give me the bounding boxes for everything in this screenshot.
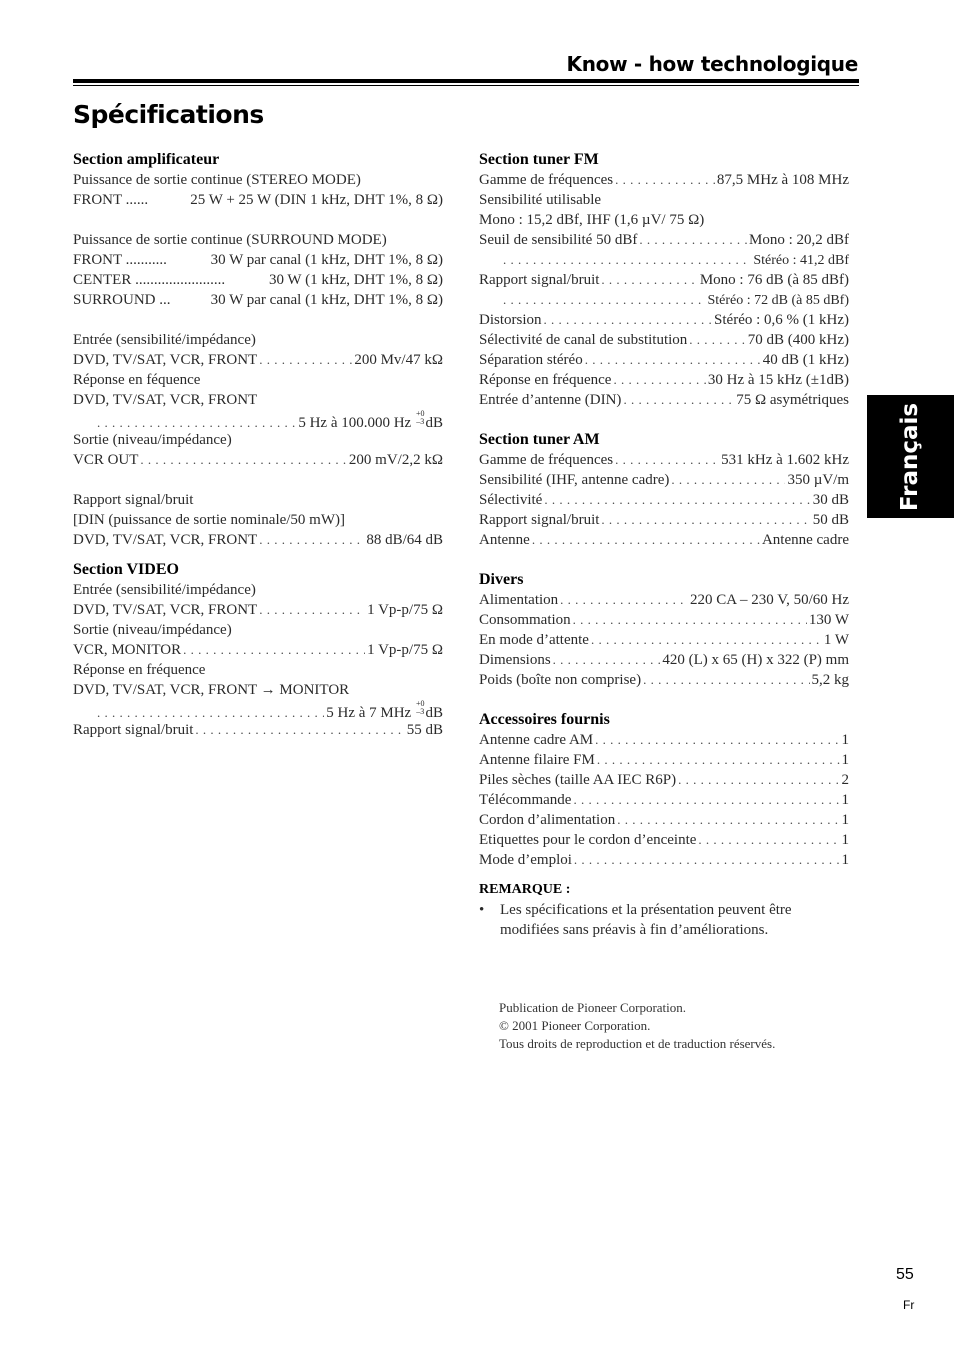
spec-label: Cordon d’alimentation (479, 812, 616, 828)
surround-surround-row (73, 290, 443, 310)
video-response-label: Réponse en fréquence (73, 662, 206, 678)
copyright-line: © 2001 Pioneer Corporation. (499, 1018, 651, 1033)
fm-snr-stereo-row (479, 290, 849, 310)
spec-label: FRONT ...... (73, 192, 149, 208)
spec-label: Antenne filaire FM (479, 752, 595, 768)
spec-value: 200 mV/2,2 kΩ (348, 452, 443, 468)
spec-label: Dimensions (479, 652, 551, 668)
fm-usable-value: Mono : 15,2 dBf, IHF (1,6 µV/ 75 Ω) (479, 212, 705, 228)
surround-front-row (73, 250, 443, 270)
divers-consumption-row (479, 610, 849, 630)
spec-label: Consommation (479, 612, 571, 628)
left-column (73, 150, 443, 740)
spec-value: 5,2 kg (811, 672, 849, 688)
list-item (479, 810, 849, 830)
video-input-row (73, 600, 443, 620)
header-rule-thick (73, 79, 859, 83)
amp-snr-sub: [DIN (puissance de sortie nominale/50 mW)] (73, 512, 345, 528)
spec-label: Antenne cadre AM (479, 732, 594, 748)
fm-antenna-row (479, 390, 849, 410)
remark-text: Les spécifications et la présentation peuvent être modifiées sans préavis à fin d’améliorations. (500, 902, 792, 938)
spec-value: 1 W (823, 632, 849, 648)
spec-label: Alimentation (479, 592, 559, 608)
tolerance: +0 –3 (415, 409, 425, 426)
spec-label: DVD, TV/SAT, VCR, FRONT (73, 352, 258, 368)
spec-label: Rapport signal/bruit (479, 512, 600, 528)
spec-value: 88 dB/64 dB (366, 532, 443, 548)
right-column (479, 150, 849, 940)
spec-label: Télécommande (479, 792, 572, 808)
language-tab (867, 395, 954, 518)
spec-label: Gamme de fréquences (479, 172, 614, 188)
spec-label: Poids (boîte non comprise) (479, 672, 642, 688)
spec-value: 531 kHz à 1.602 kHz (721, 452, 849, 468)
spec-value: 350 µV/m (787, 472, 849, 488)
spec-value: 30 dB (812, 492, 849, 508)
spec-value: 1 Vp-p/75 Ω (367, 642, 443, 658)
am-range-row (479, 450, 849, 470)
rights-line: Tous droits de reproduction et de traduction réservés. (499, 1036, 776, 1051)
list-item (479, 790, 849, 810)
spec-label: Séparation stéréo (479, 352, 583, 368)
spec-value: 1 (841, 792, 849, 808)
page-language-code: Fr (903, 1298, 915, 1312)
spec-value: 50 dB (812, 512, 849, 528)
spec-value: 220 CA – 230 V, 50/60 Hz (689, 592, 849, 608)
spec-value: 25 W + 25 W (DIN 1 kHz, DHT 1%, 8 Ω) (190, 192, 443, 208)
spec-label: FRONT ........... (73, 252, 167, 268)
fm-usable-label: Sensibilité utilisable (479, 192, 602, 208)
fm-response-row (479, 370, 849, 390)
video-input-label: Entrée (sensibilité/impédance) (73, 582, 256, 598)
spec-value: 55 dB (406, 722, 443, 738)
spec-label: DVD, TV/SAT, VCR, FRONT (73, 532, 258, 548)
spec-value: Stéréo : 72 dB (à 85 dBf) (707, 293, 849, 308)
spec-label: Entrée d’antenne (DIN) (479, 392, 622, 408)
spec-value: 30 Hz à 15 kHz (±1dB) (707, 372, 849, 388)
list-item (479, 850, 849, 870)
list-item (479, 730, 849, 750)
video-section-title: Section VIDEO (73, 561, 179, 578)
spec-value: 200 Mv/47 kΩ (354, 352, 443, 368)
spec-value: 30 W par canal (1 kHz, DHT 1%, 8 Ω) (210, 252, 443, 268)
spec-label: VCR OUT (73, 452, 139, 468)
video-response-source: DVD, TV/SAT, VCR, FRONT → MONITOR (73, 682, 350, 698)
spec-value: Stéréo : 0,6 % (1 kHz) (714, 312, 849, 328)
remark-title: REMARQUE : (479, 882, 571, 897)
page-number: 55 (896, 1266, 914, 1283)
am-selectivity-row (479, 490, 849, 510)
spec-label: Sélectivité de canal de substitution (479, 332, 688, 348)
fm-threshold-stereo-row (479, 250, 849, 270)
language-tab-label: Français (897, 402, 924, 511)
am-sensitivity-row (479, 470, 849, 490)
spec-value: 1 (841, 812, 849, 828)
video-snr-row (73, 720, 443, 740)
am-snr-row (479, 510, 849, 530)
spec-label: Etiquettes pour le cordon d’enceinte (479, 832, 697, 848)
spec-value: 1 (841, 732, 849, 748)
spec-label: Sensibilité (IHF, antenne cadre) (479, 472, 670, 488)
amp-input-label: Entrée (sensibilité/impédance) (73, 332, 256, 348)
spec-value: 1 (841, 752, 849, 768)
list-item (479, 830, 849, 850)
header-rule-thin (73, 85, 859, 86)
publication-notice (499, 999, 775, 1053)
stereo-front-row (73, 190, 443, 210)
list-item (479, 770, 849, 790)
amp-response-source: DVD, TV/SAT, VCR, FRONT (73, 392, 258, 408)
spec-label: Sélectivité (479, 492, 543, 508)
spec-label: Piles sèches (taille AA IEC R6P) (479, 772, 677, 788)
spec-value: Antenne cadre (761, 532, 849, 548)
spec-value: 30 W par canal (1 kHz, DHT 1%, 8 Ω) (210, 292, 443, 308)
stereo-power-label: Puissance de sortie continue (STEREO MODE) (73, 172, 361, 188)
bullet-icon: • (479, 902, 485, 918)
amplifier-section-title: Section amplificateur (73, 151, 220, 168)
fm-selectivity-row (479, 330, 849, 350)
fm-threshold-row (479, 230, 849, 250)
remark-item (479, 900, 849, 940)
amp-output-label: Sortie (niveau/impédance) (73, 432, 232, 448)
spec-value: 30 W (1 kHz, DHT 1%, 8 Ω) (268, 272, 443, 288)
spec-label: En mode d’attente (479, 632, 589, 648)
spec-label: Réponse en fréquence (479, 372, 612, 388)
spec-label: SURROUND ... (73, 292, 171, 308)
divers-dimensions-row (479, 650, 849, 670)
spec-value: 87,5 MHz à 108 MHz (716, 172, 849, 188)
spec-value: Mono : 76 dB (à 85 dBf) (699, 272, 849, 288)
page-title: Spécifications (73, 100, 264, 129)
amp-snr-label: Rapport signal/bruit (73, 492, 194, 508)
divers-section-title: Divers (479, 571, 524, 588)
tolerance: +0 –3 (415, 699, 425, 716)
spec-value: 5 Hz à 7 MHz +0 –3 dB (326, 699, 443, 721)
amp-response-row (73, 410, 443, 430)
video-output-row (73, 640, 443, 660)
divers-power-row (479, 590, 849, 610)
spec-label: Rapport signal/bruit (479, 272, 600, 288)
divers-weight-row (479, 670, 849, 690)
spec-label: VCR, MONITOR (73, 642, 182, 658)
amp-input-row (73, 350, 443, 370)
spec-value: 420 (L) x 65 (H) x 322 (P) mm (662, 652, 849, 668)
spec-label: Distorsion (479, 312, 542, 328)
spec-label: Rapport signal/bruit (73, 722, 194, 738)
spec-label: CENTER ........................ (73, 272, 226, 288)
surround-center-row (73, 270, 443, 290)
spec-value: 75 Ω asymétriques (736, 392, 849, 408)
list-item (479, 750, 849, 770)
spec-value: 1 (841, 852, 849, 868)
spec-value: 5 Hz à 100.000 Hz +0 –3 dB (298, 409, 443, 431)
amp-output-row (73, 450, 443, 470)
fm-section-title: Section tuner FM (479, 151, 599, 168)
amp-snr-row (73, 530, 443, 550)
spec-value: 2 (841, 772, 849, 788)
spec-label: Mode d’emploi (479, 852, 572, 868)
spec-value: Mono : 20,2 dBf (748, 232, 849, 248)
fm-snr-row (479, 270, 849, 290)
spec-label: Seuil de sensibilité 50 dBf (479, 232, 638, 248)
spec-value: 40 dB (1 kHz) (762, 352, 849, 368)
amp-response-label: Réponse en féquence (73, 372, 201, 388)
accessories-section-title: Accessoires fournis (479, 711, 610, 728)
fm-distortion-row (479, 310, 849, 330)
video-response-row (73, 700, 443, 720)
am-section-title: Section tuner AM (479, 431, 600, 448)
surround-power-label: Puissance de sortie continue (SURROUND MODE) (73, 232, 387, 248)
am-antenna-row (479, 530, 849, 550)
spec-value: 70 dB (400 kHz) (747, 332, 849, 348)
spec-label: DVD, TV/SAT, VCR, FRONT (73, 602, 258, 618)
fm-separation-row (479, 350, 849, 370)
spec-value: 1 Vp-p/75 Ω (367, 602, 443, 618)
spec-label: Antenne (479, 532, 530, 548)
divers-standby-row (479, 630, 849, 650)
video-output-label: Sortie (niveau/impédance) (73, 622, 232, 638)
spec-value: Stéréo : 41,2 dBf (753, 253, 849, 268)
spec-label: Gamme de fréquences (479, 452, 614, 468)
section-header: Know - how technologique (566, 52, 858, 76)
fm-range-row (479, 170, 849, 190)
spec-value: 130 W (808, 612, 849, 628)
publication-line: Publication de Pioneer Corporation. (499, 1000, 687, 1015)
spec-value: 1 (841, 832, 849, 848)
